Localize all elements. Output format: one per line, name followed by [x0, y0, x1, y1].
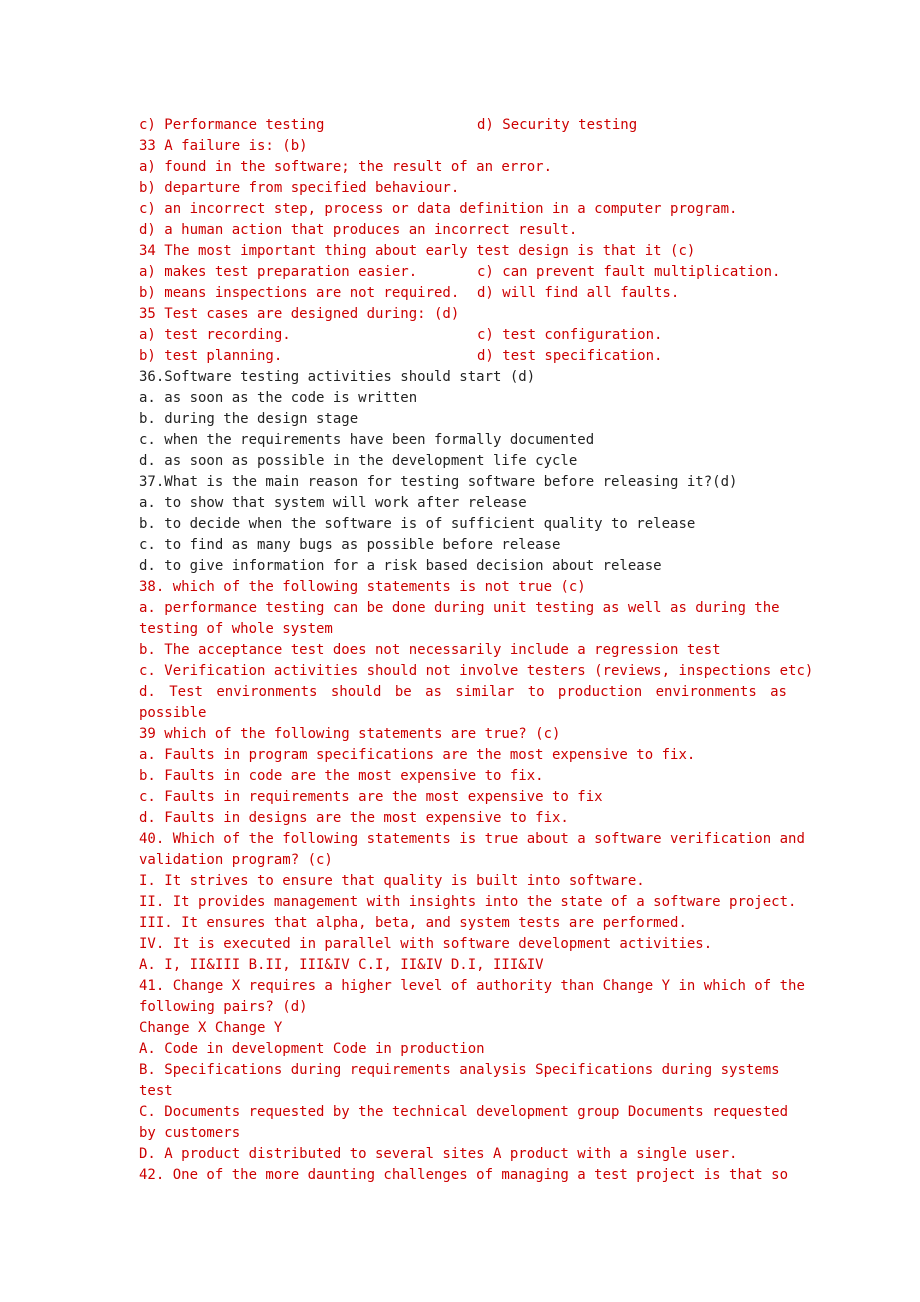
text-line: by customers: [139, 1125, 241, 1141]
text-line: b. The acceptance test does not necessarily include a regression test: [139, 642, 721, 658]
right-option: d) will find all faults.: [477, 285, 680, 301]
text-line: test: [139, 1083, 173, 1099]
text-line: 39 which of the following statements are true? (c): [139, 726, 561, 742]
text-line: 35 Test cases are designed during: (d): [139, 306, 460, 322]
text-line: d. to give information for a risk based decision about release: [139, 558, 662, 574]
text-line: d. Faults in designs are the most expensive to fix.: [139, 810, 569, 826]
text-line: following pairs? (d): [139, 999, 308, 1015]
text-line: A. Code in development Code in production: [139, 1041, 485, 1057]
text-line: 37.What is the main reason for testing software before releasing it?(d): [139, 474, 738, 490]
text-line: B. Specifications during requirements analysis Specifications during systems: [139, 1062, 780, 1078]
text-line: c) an incorrect step, process or data definition in a computer program.: [139, 201, 738, 217]
two-column-line: [139, 115, 787, 136]
text-line: C. Documents requested by the technical development group Documents requested: [139, 1104, 789, 1120]
two-column-line: [139, 262, 787, 283]
left-option: a) test recording.: [139, 327, 291, 343]
text-line: a. Faults in program specifications are the most expensive to fix.: [139, 747, 696, 763]
text-line: III. It ensures that alpha, beta, and system tests are performed.: [139, 915, 687, 931]
text-line: b. Faults in code are the most expensive to fix.: [139, 768, 544, 784]
text-line: possible: [139, 705, 207, 721]
right-option: d) test specification.: [477, 348, 663, 364]
left-option: b) test planning.: [139, 348, 283, 364]
text-line: Change X Change Y: [139, 1020, 283, 1036]
text-line: 40. Which of the following statements is true about a software verification and: [139, 831, 805, 847]
text-line: b. during the design stage: [139, 411, 359, 427]
text-line: a. performance testing can be done during unit testing as well as during the: [139, 600, 780, 616]
text-line: c. to find as many bugs as possible before release: [139, 537, 561, 553]
text-line: b. to decide when the software is of sufficient quality to release: [139, 516, 696, 532]
text-line: II. It provides management with insights into the state of a software project.: [139, 894, 797, 910]
text-line: D. A product distributed to several sites A product with a single user.: [139, 1146, 738, 1162]
text-line: c. when the requirements have been formally documented: [139, 432, 595, 448]
text-line: 42. One of the more daunting challenges of managing a test project is that so: [139, 1167, 789, 1183]
text-line: 36.Software testing activities should start (d): [139, 369, 536, 385]
text-line: a) found in the software; the result of an error.: [139, 159, 553, 175]
text-line: a. to show that system will work after release: [139, 495, 527, 511]
text-line: 33 A failure is: (b): [139, 138, 308, 154]
two-column-line: [139, 283, 787, 304]
text-line: b) departure from specified behaviour.: [139, 180, 460, 196]
text-line: testing of whole system: [139, 621, 333, 637]
text-line: c. Faults in requirements are the most expensive to fix: [139, 789, 603, 805]
text-line: 38. which of the following statements is not true (c): [139, 579, 586, 595]
text-line: 34 The most important thing about early test design is that it (c): [139, 243, 696, 259]
text-line: IV. It is executed in parallel with software development activities.: [139, 936, 713, 952]
text-line: d. as soon as possible in the development life cycle: [139, 453, 578, 469]
left-option: b) means inspections are not required.: [139, 285, 460, 301]
right-option: c) can prevent fault multiplication.: [477, 264, 781, 280]
left-option: a) makes test preparation easier.: [139, 264, 418, 280]
two-column-line: [139, 346, 787, 367]
right-option: d) Security testing: [477, 117, 638, 133]
text-line: c. Verification activities should not involve testers (reviews, inspections etc): [139, 663, 814, 679]
text-line: A. I, II&III B.II, III&IV C.I, II&IV D.I, III&IV: [139, 957, 544, 973]
left-option: c) Performance testing: [139, 117, 325, 133]
text-line: 41. Change X requires a higher level of authority than Change Y in which of the: [139, 978, 805, 994]
document-body: [139, 115, 814, 1186]
text-line: d) a human action that produces an incorrect result.: [139, 222, 578, 238]
text-line: I. It strives to ensure that quality is built into software.: [139, 873, 645, 889]
two-column-line: [139, 325, 787, 346]
right-option: c) test configuration.: [477, 327, 663, 343]
text-line: a. as soon as the code is written: [139, 390, 418, 406]
text-line: d. Test environments should be as similar to production environments as: [139, 684, 787, 700]
text-line: validation program? (c): [139, 852, 333, 868]
